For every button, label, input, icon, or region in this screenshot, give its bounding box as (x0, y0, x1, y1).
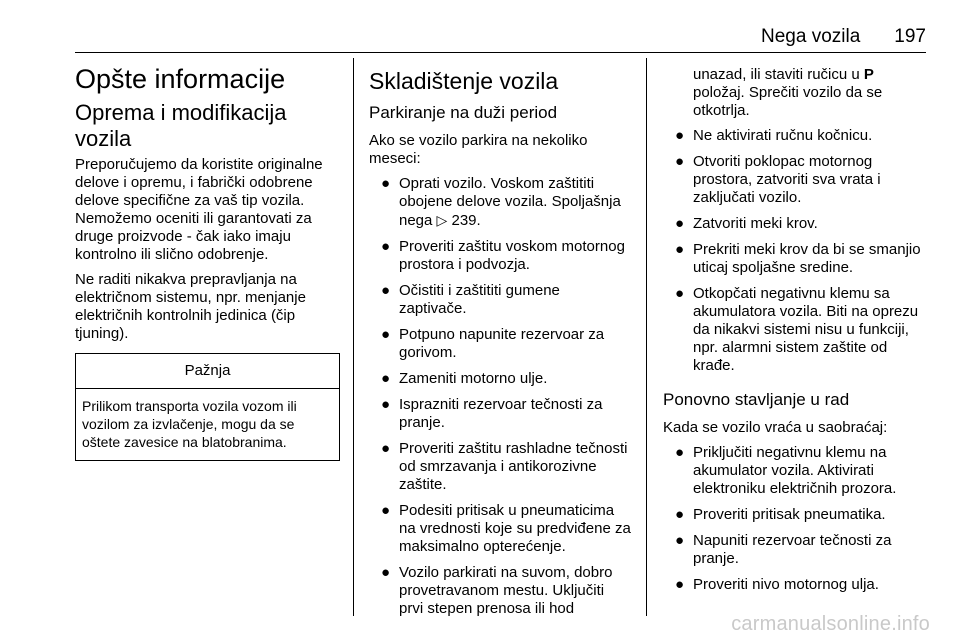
paragraph-storage-intro: Ako se vozilo parkira na nekoliko meseci: (369, 132, 588, 167)
notice-body: Prilikom transporta vozila vozom ili vozilom za izvlačenje, mogu da se oštete zavesice na blatobranima. (82, 398, 297, 450)
bullet-icon: ● (381, 440, 391, 457)
notice-box (75, 353, 340, 461)
list-item: ● Proveriti zaštitu rashladne tečnosti od smrzavanja i antikorozivne zaštite. (381, 440, 628, 493)
watermark-text: carmanualsonline.info (731, 613, 930, 635)
column-divider-2 (646, 58, 647, 616)
list-item: ● Proveriti pritisak pneumatika. (675, 506, 886, 523)
list-item: ● Očistiti i zaštititi gumene zaptivače. (381, 282, 560, 317)
cross-reference-arrow-icon: ▷ (436, 212, 448, 228)
list-item: ● Otkopčati negativnu klemu sa akumulatora vozila. Biti na oprezu da nikakvi sistemi nisu u funkciji, npr. alarmni sistem zaštite od krađe. (675, 285, 919, 374)
list-item: ● Oprati vozilo. Voskom zaštititi obojene delove vozila. Spoljašnja nega ▷ 239. (381, 175, 621, 229)
list-item: ● Proveriti zaštitu voskom motornog prostora i podvozja. (381, 238, 625, 273)
list-item: ● Zatvoriti meki krov. (675, 215, 818, 232)
list-item: ● Napuniti rezervoar tečnosti za pranje. (675, 532, 892, 567)
page-header (761, 22, 926, 52)
bullet-icon: ● (675, 241, 685, 258)
bullet-icon: ● (381, 564, 391, 581)
bullet-icon: ● (381, 502, 391, 519)
bullet-icon: ● (675, 506, 685, 523)
list-item: ● Zameniti motorno ulje. (381, 370, 548, 387)
list-item: ● Proveriti nivo motornog ulja. (675, 576, 879, 593)
list-item: ● Vozilo parkirati na suvom, dobro provetravanom mestu. Uključiti prvi stepen prenosa ili hod (381, 564, 613, 617)
section-heading-storage: Skladištenje vozila (369, 68, 559, 94)
bullet-icon: ● (381, 326, 391, 343)
header-rule (75, 52, 926, 53)
bullet-icon: ● (381, 238, 391, 255)
list-item: ● Podesiti pritisak u pneumaticima na vrednosti koje su predviđene za maksimalno opterećenje. (381, 502, 631, 555)
notice-title: Pažnja (76, 354, 339, 389)
bullet-icon: ● (381, 396, 391, 413)
subheading-equipment: Oprema i modifikacija vozila (75, 100, 287, 151)
header-title: Nega vozila (761, 26, 861, 47)
paragraph-original-parts: Preporučujemo da koristite originalne delove i opremu, i fabrički odobrene delove specifične za vaš tip vozila. Nemožemo oceniti ili garantovati za druge proizvode - čak iako imaju kontrolno ili slično odobrenje. (75, 156, 323, 263)
bullet-icon: ● (675, 444, 685, 461)
subheading-recommission: Ponovno stavljanje u rad (663, 390, 850, 409)
bullet-icon: ● (675, 127, 685, 144)
bullet-icon: ● (675, 215, 685, 232)
list-item: ● Prekriti meki krov da bi se smanjio uticaj spoljašne sredine. (675, 241, 921, 276)
paragraph-recommission-intro: Kada se vozilo vraća u saobraćaj: (663, 419, 888, 436)
list-continuation: unazad, ili staviti ručicu u P položaj. Sprečiti vozilo da se otkotrlja. (693, 66, 883, 119)
bullet-icon: ● (675, 285, 685, 302)
column-divider-1 (353, 58, 354, 616)
list-item: ● Priključiti negativnu klemu na akumulator vozila. Aktivirati elektroniku električnih prozora. (675, 444, 897, 497)
recommission-list (663, 444, 925, 594)
paragraph-electrical: Ne raditi nikakva prepravljanja na električnom sistemu, npr. menjanje električnih kontrolnih jedinica (čip tjuning). (75, 271, 306, 342)
list-item: ● Isprazniti rezervoar tečnosti za pranje. (381, 396, 603, 431)
page-number: 197 (894, 26, 926, 47)
subheading-long-parking: Parkiranje na duži period (369, 103, 558, 122)
list-item: ● Potpuno napunite rezervoar za gorivom. (381, 326, 605, 361)
section-heading-general: Opšte informacije (75, 64, 286, 94)
bullet-icon: ● (675, 153, 685, 170)
bullet-icon: ● (381, 175, 391, 192)
bullet-icon: ● (675, 576, 685, 593)
list-item: ● Ne aktivirati ručnu kočnicu. (675, 127, 873, 144)
bullet-icon: ● (381, 370, 391, 387)
cross-reference-page[interactable]: 239. (451, 212, 481, 229)
storage-list-continued (663, 127, 925, 375)
column-3 (663, 58, 925, 602)
column-2 (369, 58, 631, 626)
storage-list (369, 175, 631, 618)
bullet-icon: ● (675, 532, 685, 549)
bullet-icon: ● (381, 282, 391, 299)
column-1 (75, 58, 340, 461)
list-item: ● Otvoriti poklopac motornog prostora, zatvoriti sva vrata i zaključati vozilo. (675, 153, 881, 206)
gear-position-label: P (863, 66, 874, 83)
